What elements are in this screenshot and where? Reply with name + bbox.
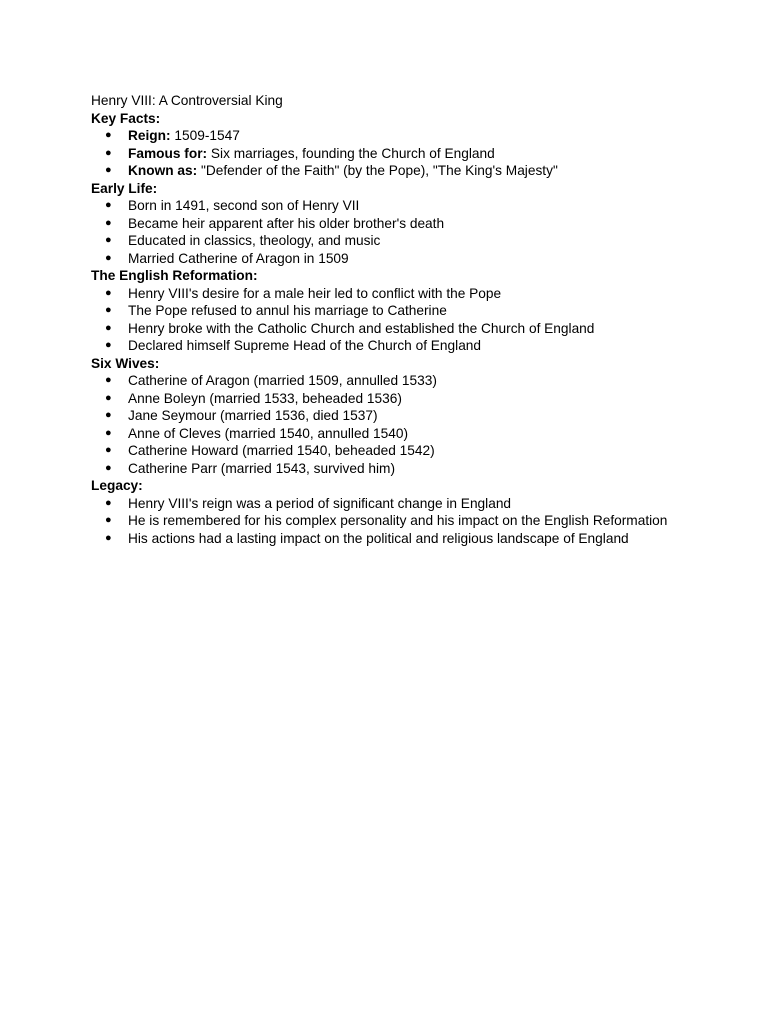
item-text: Married Catherine of Aragon in 1509 <box>128 250 349 266</box>
bullet-icon: ● <box>105 216 112 229</box>
section <box>91 355 768 478</box>
item-text: Catherine Howard (married 1540, beheaded 1542) <box>128 443 435 458</box>
list-item <box>91 145 768 163</box>
list-item <box>91 162 768 180</box>
list-item <box>91 372 768 390</box>
bullet-icon: ● <box>105 514 112 526</box>
list-item <box>91 302 768 320</box>
item-text: The Pope refused to annul his marriage to Catherine <box>128 303 447 318</box>
list-item <box>91 512 768 530</box>
item-text: Six marriages, founding the Church of England <box>207 145 495 161</box>
item-text: "Defender of the Faith" (by the Pope), "The King's Majesty" <box>197 163 558 178</box>
bullet-icon: ● <box>105 321 112 334</box>
section <box>91 110 768 180</box>
bullet-list <box>91 372 768 477</box>
item-text: Born in 1491, second son of Henry VII <box>128 198 360 213</box>
item-text: Henry VIII's desire for a male heir led to conflict with the Pope <box>128 285 502 301</box>
document-body <box>91 110 768 548</box>
list-item <box>91 250 768 268</box>
list-item <box>91 495 768 513</box>
bullet-icon: ● <box>105 496 112 509</box>
item-text: His actions had a lasting impact on the political and religious landscape of England <box>128 530 629 546</box>
item-text: Jane Seymour (married 1536, died 1537) <box>128 408 378 423</box>
section <box>91 477 768 547</box>
list-item <box>91 127 768 145</box>
bullet-icon: ● <box>105 251 112 264</box>
bullet-icon: ● <box>105 286 112 299</box>
item-label: Known as: <box>128 163 198 178</box>
list-item <box>91 530 768 548</box>
item-text: Anne of Cleves (married 1540, annulled 1540) <box>128 425 409 441</box>
bullet-icon: ● <box>105 199 112 211</box>
bullet-icon: ● <box>105 146 112 159</box>
list-item <box>91 337 768 355</box>
document-title: Henry VIII: A Controversial King <box>91 93 283 108</box>
item-label: Reign: <box>128 128 171 143</box>
item-text: Henry VIII's reign was a period of significant change in England <box>128 495 512 511</box>
bullet-icon: ● <box>105 374 112 386</box>
bullet-icon: ● <box>105 129 112 141</box>
list-item <box>91 232 768 250</box>
item-text: Declared himself Supreme Head of the Church of England <box>128 338 482 353</box>
section <box>91 267 768 355</box>
section <box>91 180 768 268</box>
list-item <box>91 442 768 460</box>
bullet-icon: ● <box>105 234 112 246</box>
item-text: 1509-1547 <box>170 128 240 143</box>
bullet-icon: ● <box>105 444 112 456</box>
item-text: Anne Boleyn (married 1533, beheaded 1536) <box>128 390 402 406</box>
item-text: Henry broke with the Catholic Church and established the Church of England <box>128 320 595 336</box>
list-item <box>91 197 768 215</box>
bullet-icon: ● <box>105 391 112 404</box>
section-heading: Six Wives: <box>91 355 160 371</box>
list-item <box>91 215 768 233</box>
item-text: Catherine Parr (married 1543, survived him) <box>128 460 396 476</box>
bullet-icon: ● <box>105 164 112 176</box>
bullet-icon: ● <box>105 426 112 439</box>
bullet-list <box>91 127 768 180</box>
section-heading: Key Facts: <box>91 110 161 126</box>
item-text: Became heir apparent after his older brother's death <box>128 215 445 231</box>
bullet-list <box>91 285 768 355</box>
bullet-icon: ● <box>105 531 112 544</box>
bullet-list <box>91 197 768 267</box>
list-item <box>91 425 768 443</box>
bullet-icon: ● <box>105 304 112 316</box>
list-item <box>91 285 768 303</box>
list-item <box>91 320 768 338</box>
item-text: Educated in classics, theology, and music <box>128 233 381 248</box>
bullet-list <box>91 495 768 548</box>
list-item <box>91 407 768 425</box>
section-heading: Legacy: <box>91 478 143 493</box>
list-item <box>91 460 768 478</box>
list-item <box>91 390 768 408</box>
section-heading: Early Life: <box>91 180 158 196</box>
item-label: Famous for: <box>128 145 208 161</box>
item-text: Catherine of Aragon (married 1509, annulled 1533) <box>128 373 437 388</box>
bullet-icon: ● <box>105 339 112 351</box>
bullet-icon: ● <box>105 461 112 474</box>
section-heading: The English Reformation: <box>91 268 258 283</box>
item-text: He is remembered for his complex personality and his impact on the English Reformation <box>128 513 668 528</box>
bullet-icon: ● <box>105 409 112 421</box>
